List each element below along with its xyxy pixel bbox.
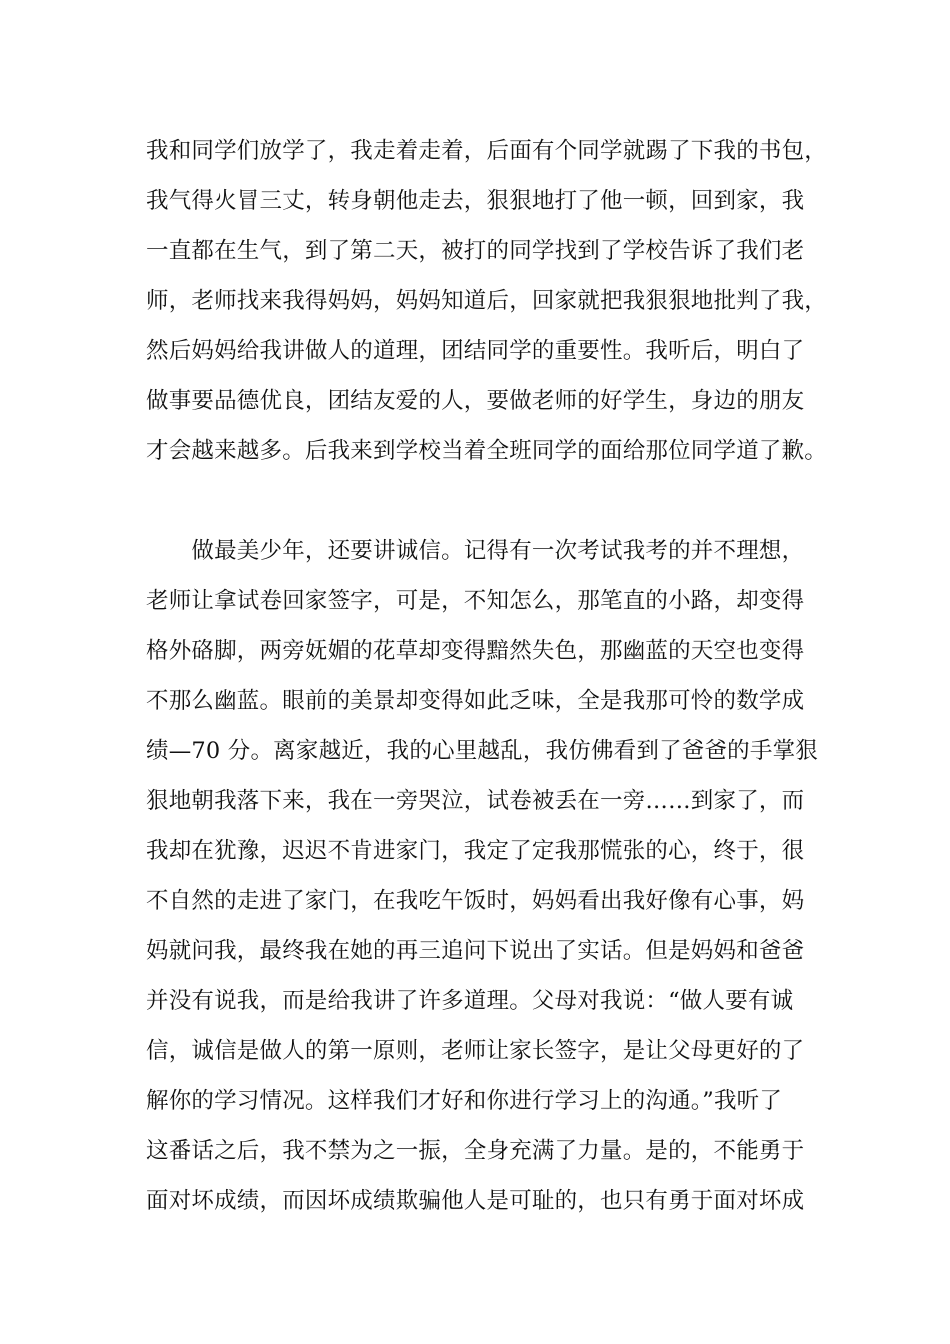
text-line: 我却在犹豫，迟迟不肯进家门，我定了定我那慌张的心，终于，很	[146, 838, 805, 864]
text-line: 格外硌脚，两旁妩媚的花草却变得黯然失色，那幽蓝的天空也变得	[146, 638, 805, 664]
text-line: 我气得火冒三丈，转身朝他走去，狠狠地打了他一顿，回到家，我	[146, 188, 805, 214]
text-line: 师，老师找来我得妈妈，妈妈知道后，回家就把我狠狠地批判了我，	[146, 288, 828, 314]
paragraph-1	[146, 126, 826, 476]
text-line: 妈就问我，最终我在她的再三追问下说出了实话。但是妈妈和爸爸	[146, 938, 805, 964]
text-line: 并没有说我，而是给我讲了许多道理。父母对我说：“做人要有诚	[146, 988, 794, 1014]
text-line: 这番话之后，我不禁为之一振，全身充满了力量。是的，不能勇于	[146, 1138, 805, 1164]
text-line: 做最美少年，还要讲诚信。记得有一次考试我考的并不理想，	[146, 538, 805, 564]
text-line: 面对坏成绩，而因坏成绩欺骗他人是可耻的，也只有勇于面对坏成	[146, 1188, 805, 1214]
text-line: 老师让拿试卷回家签字，可是，不知怎么，那笔直的小路，却变得	[146, 588, 805, 614]
text-line: 我和同学们放学了，我走着走着，后面有个同学就踢了下我的书包，	[146, 138, 828, 164]
text-line: 不那么幽蓝。眼前的美景却变得如此乏味，全是我那可怜的数学成	[146, 688, 805, 714]
text-line: 不自然的走进了家门，在我吃午饭时，妈妈看出我好像有心事，妈	[146, 888, 805, 914]
text-line: 然后妈妈给我讲做人的道理，团结同学的重要性。我听后，明白了	[146, 338, 805, 364]
paragraph-2	[146, 526, 826, 1226]
text-line: 解你的学习情况。这样我们才好和你进行学习上的沟通。”我听了	[146, 1088, 783, 1114]
text-line: 一直都在生气，到了第二天，被打的同学找到了学校告诉了我们老	[146, 238, 805, 264]
text-line: 绩—70 分。离家越近，我的心里越乱，我仿佛看到了爸爸的手掌狠	[146, 738, 818, 764]
text-line: 做事要品德优良，团结友爱的人，要做老师的好学生，身边的朋友	[146, 388, 805, 414]
text-line: 信，诚信是做人的第一原则，老师让家长签字，是让父母更好的了	[146, 1038, 805, 1064]
text-line: 才会越来越多。后我来到学校当着全班同学的面给那位同学道了歉。	[146, 438, 828, 464]
text-line: 狠地朝我落下来，我在一旁哭泣，试卷被丢在一旁……到家了，而	[146, 788, 805, 814]
